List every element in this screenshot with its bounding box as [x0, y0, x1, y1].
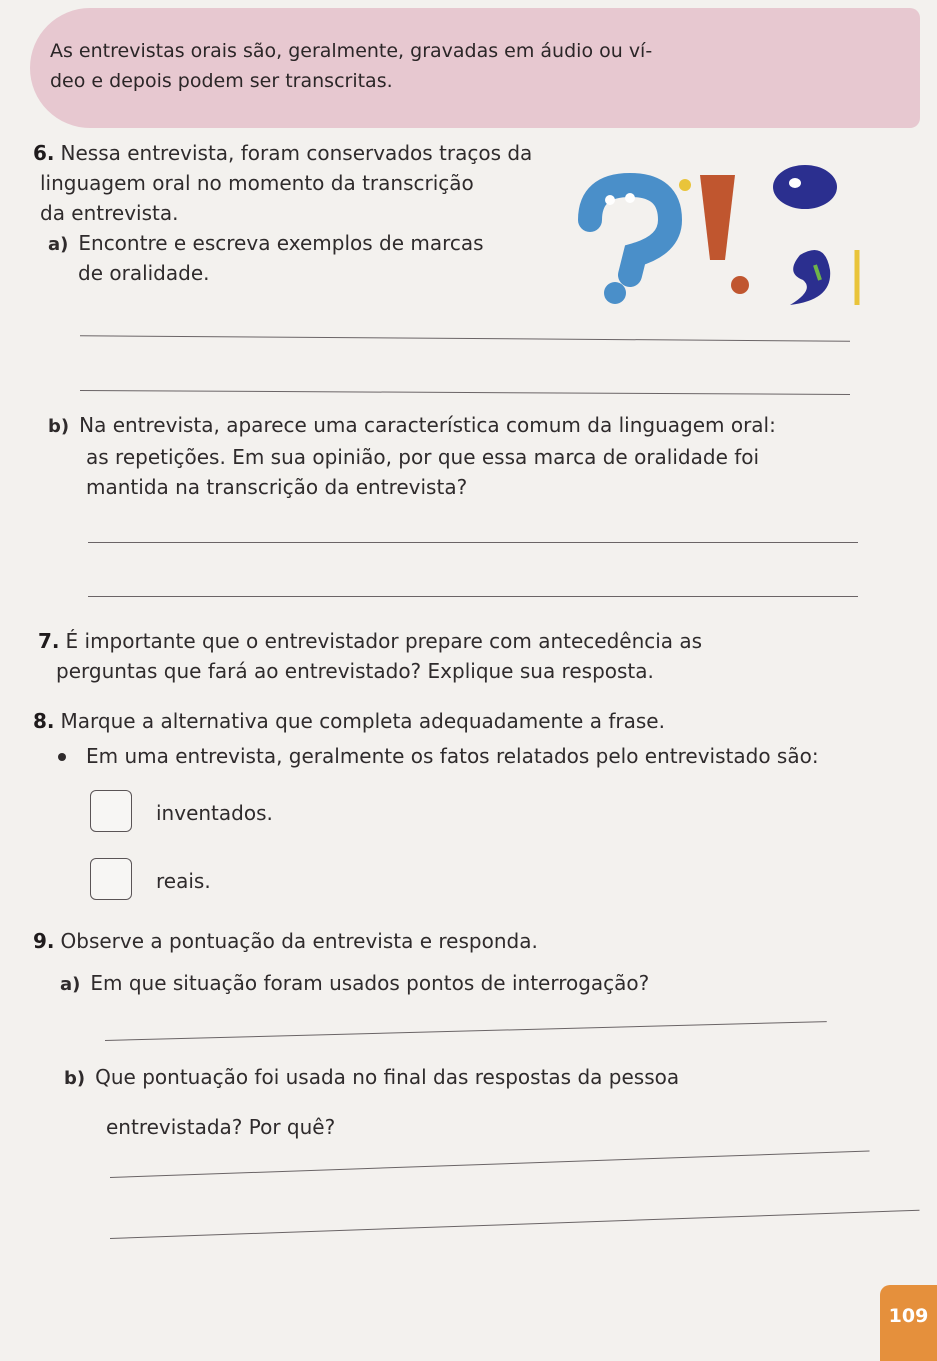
q6-line-2: linguagem oral no momento da transcrição [40, 171, 474, 195]
q6a-letter: a) [48, 234, 69, 255]
answer-line[interactable] [80, 390, 850, 395]
page-number: 109 [888, 1305, 929, 1327]
info-line-1: As entrevistas orais são, geralmente, gravadas em áudio ou ví- [50, 40, 653, 62]
info-box-text [50, 36, 870, 96]
q9-line-1: 9. Observe a pontuação da entrevista e responda. [33, 929, 538, 953]
info-line-2: deo e depois podem ser transcritas. [50, 70, 393, 92]
exclamation-character [700, 175, 735, 260]
punctuation-characters-illustration [575, 145, 865, 320]
answer-line[interactable] [110, 1210, 920, 1239]
question-mark-dot [604, 282, 626, 304]
q6a-line-2: de oralidade. [78, 261, 210, 285]
q8-line-1: 8. Marque a alternativa que completa adequadamente a frase. [33, 709, 665, 733]
yellow-dot [679, 179, 691, 191]
q6a-line-1: a) Encontre e escreva exemplos de marcas [48, 231, 484, 255]
comma-character [790, 250, 830, 305]
answer-line[interactable] [80, 335, 850, 341]
q9b-line-2: entrevistada? Por quê? [106, 1115, 336, 1139]
q7-line-2: perguntas que fará ao entrevistado? Explique sua resposta. [56, 659, 654, 683]
answer-line[interactable] [110, 1150, 870, 1178]
q9-number: 9. [33, 929, 55, 953]
q6b-line-1: b) Na entrevista, aparece uma característica comum da linguagem oral: [48, 413, 776, 437]
q6-line-3: da entrevista. [40, 201, 179, 225]
option-inventados-label: inventados. [156, 801, 273, 825]
answer-line[interactable] [105, 1021, 827, 1041]
q6b-line-3: mantida na transcrição da entrevista? [86, 475, 468, 499]
q6b-line-2: as repetições. Em sua opinião, por que essa marca de oralidade foi [86, 445, 760, 469]
q8-number: 8. [33, 709, 55, 733]
q6-line-1: 6. Nessa entrevista, foram conservados traços da [33, 141, 533, 165]
answer-line[interactable] [88, 596, 858, 597]
checkbox-inventados[interactable] [90, 790, 132, 832]
answer-line[interactable] [88, 542, 858, 543]
q6b-letter: b) [48, 416, 70, 437]
option-reais-label: reais. [156, 869, 211, 893]
checkbox-reais[interactable] [90, 858, 132, 900]
comma-blob-top [773, 165, 837, 209]
q9b-line-1: b) Que pontuação foi usada no final das respostas da pessoa [64, 1065, 680, 1089]
q9a-letter: a) [60, 974, 81, 995]
q8-statement: Em uma entrevista, geralmente os fatos relatados pelo entrevistado são: [86, 744, 819, 768]
q7-number: 7. [38, 629, 60, 653]
q9a-line-1: a) Em que situação foram usados pontos de interrogação? [60, 971, 650, 995]
bullet-icon [58, 753, 66, 761]
q9b-letter: b) [64, 1068, 86, 1089]
q6-number: 6. [33, 141, 55, 165]
q7-line-1: 7. É importante que o entrevistador prepare com antecedência as [38, 629, 703, 653]
exclamation-dot [731, 276, 749, 294]
